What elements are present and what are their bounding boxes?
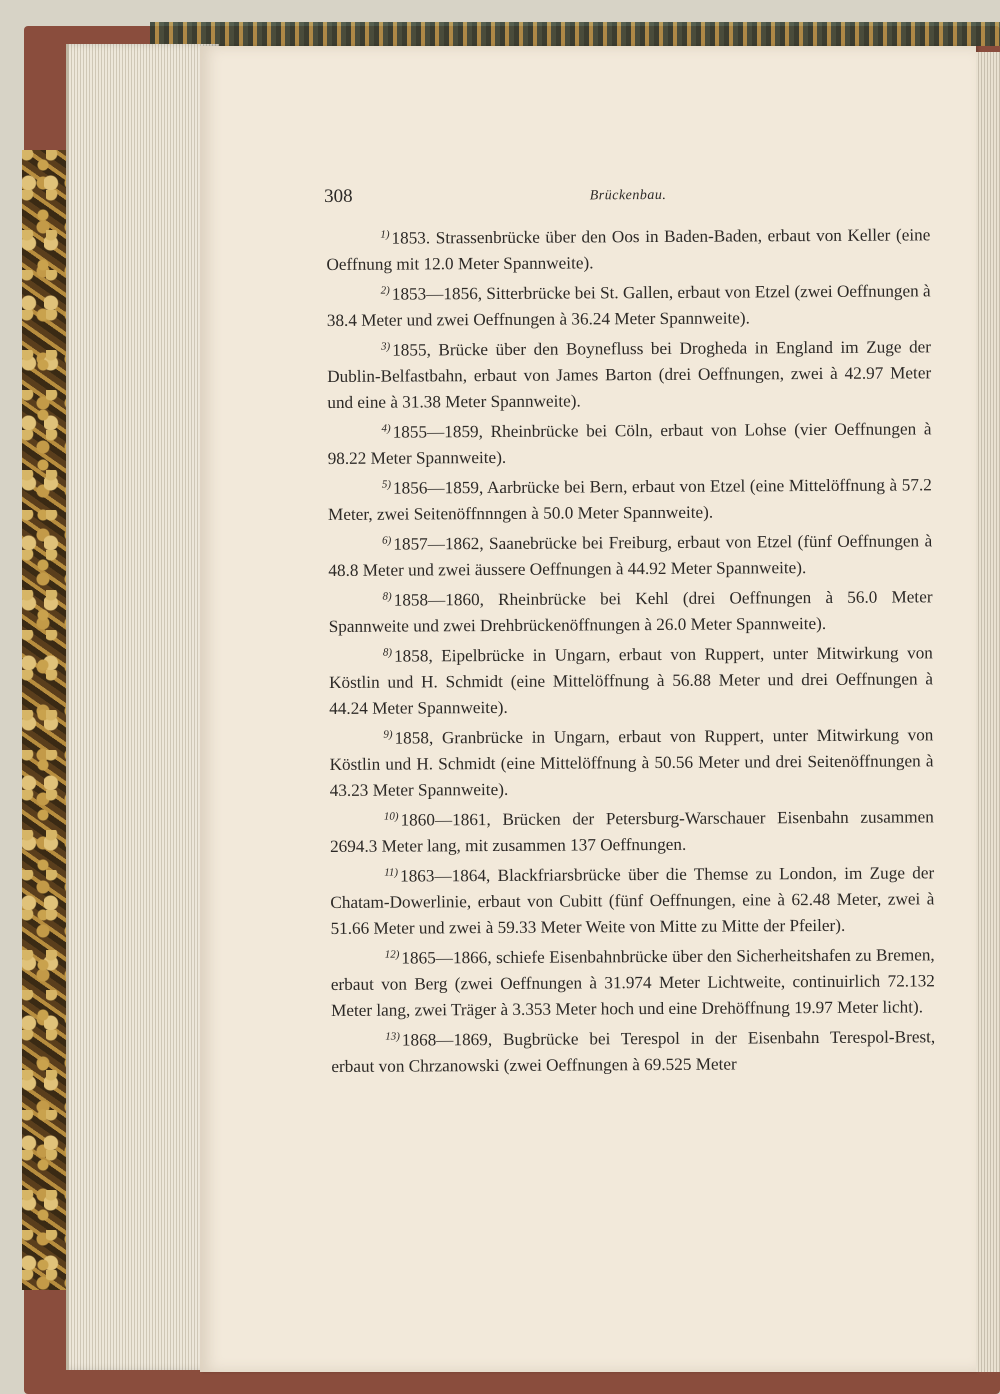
page-edges xyxy=(66,44,219,1370)
marbled-board xyxy=(22,150,70,1290)
right-page-edges xyxy=(976,52,1000,1372)
footnote-entry xyxy=(327,330,931,416)
footnote-text: 1855—1859, Rheinbrücke bei Cöln, erbaut von Lohse (vier Oeffnungen à 98.22 Meter Spannweite). xyxy=(327,419,932,468)
footnote-text: 1853. Strassenbrücke über den Oos in Baden-Baden, erbaut von Keller (eine Oeffnung mit 12.0 Meter Spannweite). xyxy=(326,225,931,274)
footnote-mark: 3) xyxy=(380,340,391,353)
footnote-list xyxy=(326,218,935,1080)
footnote-mark: 5) xyxy=(381,478,392,491)
footnote-entry xyxy=(329,636,933,722)
running-head xyxy=(326,182,930,222)
footnote-text: 1865—1866, schiefe Eisenbahnbrücke über den Sicherheitshafen zu Bremen, erbaut von Berg (zwei Oeffnungen à 31.974 Meter Lichtweite, continuirlich 72.132 Meter lang, zwei Träger à 3.353 Meter hoch und eine Drehöffnung 19.97 Meter licht). xyxy=(330,945,935,1020)
printed-page-content xyxy=(326,182,935,1080)
footnote-text: 1858—1860, Rheinbrücke bei Kehl (drei Oeffnungen à 56.0 Meter Spannweite und zwei Drehbrückenöffnungen à 26.0 Meter Spannweite). xyxy=(328,587,933,636)
footnote-mark: 4) xyxy=(381,422,391,435)
cover-top-edge xyxy=(150,22,1000,46)
footnote-text: 1857—1862, Saanebrücke bei Freiburg, erbaut von Etzel (fünf Oeffnungen à 48.8 Meter und zwei äussere Oeffnungen à 44.92 Meter Spannweite). xyxy=(328,531,933,580)
footnote-entry xyxy=(330,856,934,942)
footnote-entry xyxy=(327,274,931,334)
footnote-text: 1863—1864, Blackfriarsbrücke über die Themse zu London, im Zuge der Chatam-Dowerlinie, erbaut von Cubitt (fünf Oeffnungen, eine à 62.48 Meter, zwei à 51.66 Meter und zwei à 59.33 Meter Weite von Mitte zu Mitte der Pfeiler). xyxy=(330,863,935,938)
footnote-entry xyxy=(329,718,933,804)
page-number: 308 xyxy=(324,185,353,208)
footnote-entry xyxy=(328,524,932,584)
footnote-mark: 11) xyxy=(384,866,399,879)
footnote-entry xyxy=(331,1020,935,1080)
footnote-text: 1868—1869, Bugbrücke bei Terespol in der Eisenbahn Terespol-Brest, erbaut von Chrzanowski (zwei Oeffnungen à 69.525 Meter xyxy=(331,1027,936,1076)
footnote-mark: 8) xyxy=(382,590,392,603)
footnote-text: 1858, Granbrücke in Ungarn, erbaut von Ruppert, unter Mitwirkung von Köstlin und H. Schmidt (eine Mittelöffnung à 50.56 Meter und drei Seitenöffnungen à 43.23 Meter Spannweite). xyxy=(329,725,934,800)
footnote-entry xyxy=(326,218,930,278)
footnote-text: 1855, Brücke über den Boynefluss bei Drogheda in England im Zuge der Dublin-Belfastbahn, erbaut von James Barton (drei Oeffnungen, zwei à 42.97 Meter und eine à 31.38 Meter Spannweite). xyxy=(327,337,932,412)
running-title: Brückenbau. xyxy=(589,187,667,204)
footnote-text: 1860—1861, Brücken der Petersburg-Warschauer Eisenbahn zusammen 2694.3 Meter lang, mit zusammen 137 Oeffnungen. xyxy=(329,807,934,856)
footnote-entry xyxy=(331,938,935,1024)
footnote-mark: 9) xyxy=(383,728,393,741)
footnote-entry xyxy=(327,412,931,472)
footnote-entry xyxy=(330,800,934,860)
footnote-mark: 1) xyxy=(380,228,390,241)
footnote-mark: 12) xyxy=(384,948,400,961)
footnote-mark: 2) xyxy=(380,284,390,297)
footnote-mark: 13) xyxy=(385,1030,400,1043)
footnote-mark: 10) xyxy=(383,810,399,823)
footnote-text: 1853—1856, Sitterbrücke bei St. Gallen, erbaut von Etzel (zwei Oeffnungen à 38.4 Meter und zwei Oeffnungen à 36.24 Meter Spannweite). xyxy=(326,281,931,330)
footnote-mark: 8) xyxy=(382,646,393,659)
footnote-mark: 6) xyxy=(382,534,392,547)
footnote-text: 1856—1859, Aarbrücke bei Bern, erbaut von Etzel (eine Mittelöffnung à 57.2 Meter, zwei Seitenöffnnngen à 50.0 Meter Spannweite). xyxy=(327,475,932,524)
footnote-entry xyxy=(328,580,932,640)
footnote-entry xyxy=(328,468,932,528)
footnote-text: 1858, Eipelbrücke in Ungarn, erbaut von Ruppert, unter Mitwirkung von Köstlin und H. Schmidt (eine Mittelöffnung à 56.88 Meter und drei Oeffnungen à 44.24 Meter Spannweite). xyxy=(328,643,934,718)
